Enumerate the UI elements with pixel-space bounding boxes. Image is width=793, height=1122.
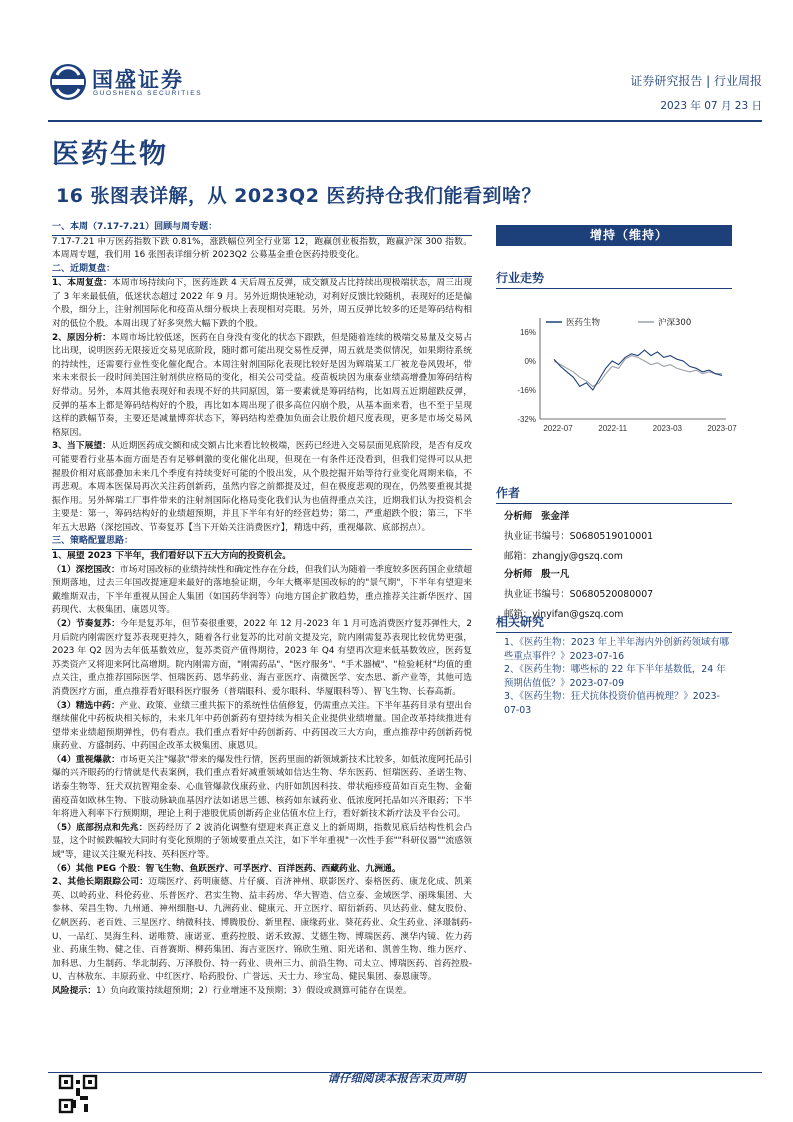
risk-label: 风险提示： (52, 985, 96, 996)
analyst-1-name: 张金洋 (541, 511, 570, 522)
section-recap-heading: 二、近期复盘： (52, 263, 116, 274)
report-header (48, 58, 762, 112)
y-tick-label: 16% (519, 328, 536, 337)
recap-paragraph-3 (52, 440, 472, 535)
y-tick-label: -16% (517, 386, 536, 395)
strategy-item-text: 今年是复苏年，但节奏很重要，2022 年 12 月-2023 年 1 月可选消费医疗复苏弹性大，2 月后院内刚需医疗复苏表现更持久，随着各行业复苏的比对前文提及完，院内刚需复苏表现比较优势更强，2023 年 Q2 因为去年低基数效应，复苏类资产值得期待，2023 年 Q4 有望再次迎来低基数效应，医药复苏类资产又将迎来阿比高增期。院内刚需方面，"刚需药品"、"医疗服务"、"手术器械"、"检验耗材"均值的重点关注，重点推荐国际医学、恒瑞医药、恩华药业、海吉亚医疗、南微医学、安杰思、新产业等，其他可选消费医疗方面，重点推荐看好眼科医疗服务（普瑞眼科、爱尔眼科、华厦眼科等）、智飞生物、长春高新。 (52, 618, 472, 697)
company-logo (48, 62, 208, 102)
y-tick-label: -32% (517, 415, 536, 424)
analyst-2-email[interactable]: 邮箱：yinyifan@gszq.com (504, 609, 624, 620)
x-tick-label: 2022-11 (598, 424, 628, 433)
analyst-1-email[interactable]: 邮箱：zhangjy@gszq.com (504, 551, 623, 562)
recap-label-3: 3、当下展望： (52, 441, 111, 452)
trend-heading: 行业走势 (496, 271, 545, 285)
y-tick-label: 0% (524, 357, 536, 366)
rating-badge: 增持（维持） (496, 225, 732, 246)
report-type: 证券研究报告 | 行业周报 (630, 74, 762, 88)
strategy-item-text: 产业、政策、业绩三重共振下的系统性估值修复，仍需重点关注。下半年基药目录有望出台继续催化中药板块相关标的，未来几年中药创新药有望持续为相关企业提供业绩增量。国企改革持续推进有望带来业绩超预期弹性，仍有看点。我们重点看好中药创新药、中药国改三大方向，重点推荐中药创新药悦康药业、方盛制药、中药国企改革太极集团、康恩贝。 (52, 700, 472, 752)
strategy-item-label: （3）精选中药： (52, 700, 120, 711)
strategy-item-1 (52, 564, 472, 618)
strategy-item-label: （4）重视爆款： (52, 754, 120, 765)
related-heading: 相关研究 (496, 615, 545, 629)
strategy-item-text: 智飞生物、鱼跃医疗、可孚医疗、百洋医药、西藏药业、九洲通。 (145, 863, 401, 874)
long-term-tracking (52, 876, 472, 985)
strategy-subheading: 1、展望 2023 下半年，我们看好以下五大方向的投资机会。 (52, 550, 292, 561)
x-tick-label: 2022-07 (543, 424, 573, 433)
related-item[interactable]: 1、《医药生物：2023 年上半年海内外创新药领域有哪些重点事件？》2023-07-16 (504, 637, 729, 662)
header-divider (48, 120, 762, 122)
strategy-item-text: 市场对国改标的业绩持续性和确定性存在分歧，但我们认为随着一季度较多医药国企业绩超预期落地，过去三年国改提速迎来最好的落地验证期，今年大概率是国改标的的"景气期"，下半年有望迎来戴维斯双击，下半年重视从国企人集团（如国药华润等）向地方国企扩散趋势，重点推荐关注新华医疗、国药现代、太极集团、康恩贝等。 (52, 564, 472, 616)
x-tick-label: 2023-03 (652, 424, 683, 433)
disclaimer-note: 请仔细阅读本报告末页声明 (327, 1071, 466, 1085)
recap-paragraph-2 (52, 332, 472, 441)
logo-english-name: GUOSHENG SECURITIES (93, 90, 203, 97)
sector-name: 医药生物 (52, 139, 168, 170)
strategy-item-label: （1）深挖国改： (52, 564, 120, 575)
risk-warning (52, 985, 472, 999)
analyst-2-title: 分析师 (504, 569, 533, 580)
strategy-item-label: （6）其他 PEG 个股： (52, 863, 146, 874)
trend-divider (496, 288, 732, 289)
report-date: 2023 年 07 月 23 日 (660, 100, 762, 112)
weekly-review-text: 7.17-7.21 申万医药指数下跌 0.81%，涨跌幅位列全行业第 12，跑赢创业板指数，跑赢沪深 300 指数。本周周专题，我们用 16 张图表详细分析 2023Q2 公募基金重仓医药持股变化。 (52, 236, 472, 261)
strategy-item-4 (52, 754, 472, 822)
related-divider (496, 632, 732, 633)
analyst-2-title-row (504, 566, 569, 580)
analyst-1-title-row (504, 508, 569, 522)
analyst-2-name: 殷一凡 (541, 569, 570, 580)
recap-text-2: 本周市场比较低迷，医药在自身没有变化的状态下跟跌，但是随着连续的极端交易量及交易占比出现，说明医药无限接近交易见底阶段，随时都可能出现交易性反弹，周五就是类似情况，如果期待系统的持续性，还需要行业性变化催化配合。本周注射剂国际化表现比较好是因为辉瑞某工厂被龙卷风毁坏，带来未来很长一段时间美国注射剂供应格局的变化，相关公司受益。疫苗板块因为康泰业绩高增叠加筹码结构好带动。另外，本周其他表现好和表现不好的共同原因，第一要素就是筹码结构，比如周五近期超跌反弹，反弹的基本上都是筹码结构好的个股，再比如本周出现了很多高位闪崩个股，从基本面来看，也不至于呈现这样的跌幅节奏，主要还是减量博弈状态下，筹码结构差叠加负面会让股价超尺度表现，更多是市场交易风格原因。 (52, 332, 472, 438)
logo-mark-icon (48, 62, 88, 102)
strategy-item-3 (52, 700, 472, 754)
recap-text-1: 本周市场持续向下，医药连跌 4 天后周五反弹，成交额及占比持续出现极端状态，周三出现了 3 年来最低值，低迷状态超过 2022 年 9 月。另外近期快速轮动，对利好反馈比较随机，表现好的还是偏个股，细分上，注射剂国际化和疫苗从细分板块上表现相对亮眼。另外，周五反弹比较多的还是筹码结构相对的低位个股。本周出现了好多突然大幅下跌的个股。 (52, 278, 472, 329)
strategy-item-2 (52, 618, 472, 700)
tracking-text: 迈瑞医疗、药明康德、片仔癀、百济神州、联影医疗、泰格医药、康龙化成、凯莱英、以岭药业、科伦药业、乐普医疗、君实生物、益丰药房、华大智造、信立泰、金域医学、丽珠集团、大参林、荣昌生物、九州通、神州细胞-U、九洲药业、健康元、开立医疗、昭衍新药、贝达药业、健友股份、亿帆医药、老百姓、三星医疗、纳微科技、博腾股份、新里程、康缘药业、葵花药业、众生药业、泽璟制药-U、一品红、昊海生科、诺唯赞、康诺亚、重药控股、诺禾致源、艾德生物、博瑞医药、澳华内镜、佐力药业、药康生物、健之佳、百普赛斯、柳药集团、海吉亚医疗、锦欣生殖、阳光诺和、凯普生物、维力医疗、加科思、力生制药、华北制药、万泽股份、特一药业、贵州三力、前沿生物、司太立、博瑞医药、首药控股-U、吉林敖东、丰原药业、中红医疗、哈药股份、广誉远、天士力、珍宝岛、健民集团、泰恩康等。 (52, 877, 472, 983)
section-review-heading: 一、本周（7.17-7.21）回顾与周专题： (52, 222, 218, 232)
recap-label-1: 1、本周复盘： (52, 278, 112, 289)
tracking-label: 2、其他长期跟踪公司： (52, 877, 149, 888)
recap-label-2: 2、原因分析： (52, 332, 111, 343)
strategy-item-text: 市场更关注"爆款"带来的爆发性行情，医药里面的新领域新技术比较多，如低浓度阿托品引爆的兴齐眼药的行情就是代表案例，我们重点看好减重领域如信达生物、华东医药、恒瑞医药、圣诺生物、诺泰生物等、狂犬双抗智翔金泰、心血管爆款伐康药业、内肝如凯因科技、带状疱疹疫苗如百克生物、金葡菌疫苗如欧林生物、下肢动脉缺血基因疗法如诺思兰德、核药如东诚药业、低浓度阿托品如兴齐眼药；下半年将进入利率下行预期期，理论上利于港股优质创新药企业估值水位上行，看好新技术新疗法及平台公司。 (52, 754, 472, 820)
analyst-1-title: 分析师 (504, 511, 533, 522)
recap-paragraph-1 (52, 277, 472, 331)
report-title: 16 张图表详解，从 2023Q2 医药持仓我们能看到啥？ (56, 185, 542, 207)
related-item[interactable]: 3、《医药生物：狂犬抗体投资价值再梳理？》2023-07-03 (504, 691, 721, 716)
strategy-item-text: 医药经历了 2 波消化调整有望迎来真正意义上的新周期，指数见底后结构性机会凸显，这个时候跌幅较大同时有变化预期的子领域要重点关注，如下半年重视"一次性手套""科研仪器""流感领域"等，建议关注聚光科技、英科医疗等。 (52, 822, 472, 861)
analyst-2-cert: 执业证书编号：S0680520080007 (504, 589, 654, 600)
authors-divider (496, 503, 732, 504)
strategy-item-label: （5）底部拐点和先兆： (52, 822, 148, 833)
section-strategy-heading: 三、策略配置思路： (52, 536, 134, 547)
risk-text: 1）负向政策持续超预期；2）行业增速不及预期；3）假设或测算可能存在误差。 (96, 985, 412, 996)
strategy-item-6 (52, 863, 472, 877)
authors-heading: 作者 (496, 486, 521, 500)
main-column (52, 221, 472, 999)
sidebar (496, 225, 737, 716)
analyst-1-cert: 执业证书编号：S0680519010001 (504, 531, 654, 542)
industry-trend-chart (502, 314, 737, 476)
legend-label: 沪深300 (658, 318, 692, 328)
related-list (504, 636, 732, 717)
strategy-item-label: （2）节奏复苏： (52, 618, 120, 629)
series-line (554, 356, 722, 387)
recap-text-3: 从近期医药成交额和成交额占比来看比较极端，医药已经进入交易层面见底阶段，是否有反攻可能要看行业基本面方面是否有足够刺激的变化催化出现，但现在一有条件还没看到，但我们觉得可以从把握股价相对底部叠加未来几个季度有持续变好可能的个股出发，从个股挖掘开始等待行业变化周期来临，不再悲观。本周本医保局再次关注药创新药，虽然内容之前都提及过，但在极度悲观的现在，仍然要重视其提振作用。另外辉瑞工厂事件带来的注射剂国际化格局变化我们认为也值得重点关注，近期我们认为投资机会主要是：第一，筹码结构好的业绩超预期，并且下半年有好的经营趋势；第二，严重超跌个股；第三，下半年五大思路（深挖国改、节奏复苏【当下开始关注消费医疗】，精选中药，重视爆款、底部拐点）。 (52, 441, 472, 533)
strategy-item-5 (52, 822, 472, 863)
legend-label: 医药生物 (566, 318, 601, 328)
related-item[interactable]: 2、《医药生物：哪些标的 22 年下半年基数低，24 年预期估值低？》2023-07-09 (504, 664, 726, 689)
x-tick-label: 2023-07 (707, 424, 737, 433)
logo-chinese-name: 国盛证券 (92, 68, 184, 92)
